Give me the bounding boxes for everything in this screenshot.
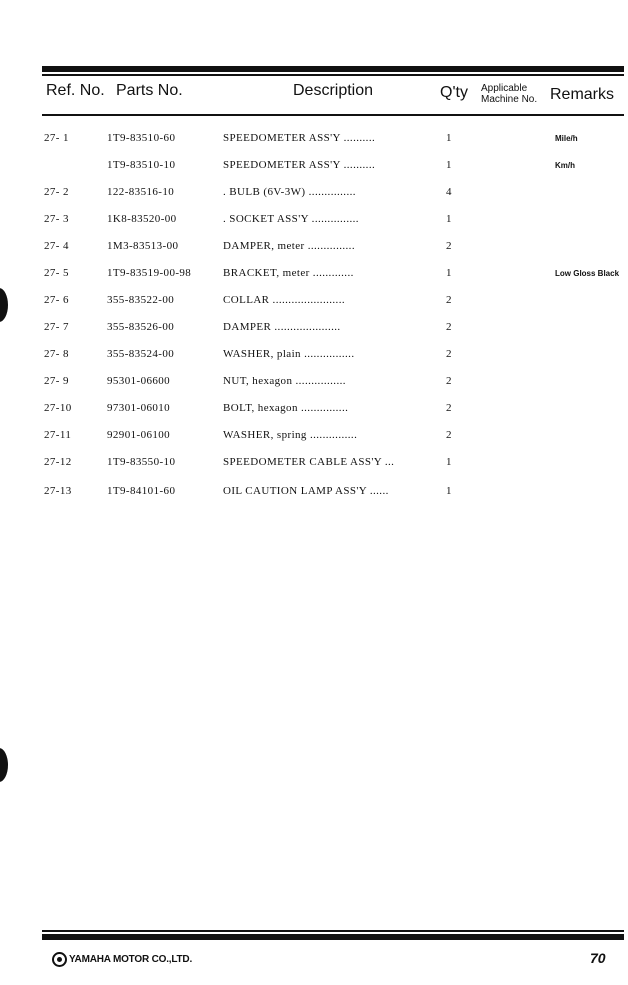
parts-no-cell: 355-83526-00 [107, 321, 175, 333]
parts-no-cell: 122-83516-10 [107, 186, 175, 198]
footer-logo [52, 952, 192, 967]
header-rule [42, 114, 624, 116]
qty-cell: 2 [446, 429, 452, 441]
qty-cell: 1 [446, 267, 452, 279]
description-cell: DAMPER ..................... [223, 321, 341, 333]
table-row [0, 159, 628, 179]
parts-no-cell: 97301-06010 [107, 402, 171, 414]
header-ref-no: Ref. No. [46, 82, 105, 99]
table-row [0, 294, 628, 314]
table-row [0, 348, 628, 368]
parts-no-cell: 1M3-83513-00 [107, 240, 179, 252]
page-number: 70 [590, 950, 606, 966]
table-row [0, 186, 628, 206]
ref-no-cell: 27- 4 [44, 240, 69, 252]
description-cell: DAMPER, meter ............... [223, 240, 355, 252]
header-qty: Q'ty [440, 84, 468, 101]
ref-no-cell: 27-12 [44, 456, 72, 468]
top-rule-thin [42, 74, 624, 76]
ref-no-cell: 27- 1 [44, 132, 69, 144]
header-applicable-line1: Applicable [481, 83, 528, 94]
table-row [0, 240, 628, 260]
ref-no-cell: 27- 2 [44, 186, 69, 198]
header-applicable [481, 83, 537, 105]
description-cell: SPEEDOMETER ASS'Y .......... [223, 132, 376, 144]
company-name: YAMAHA MOTOR CO.,LTD. [69, 954, 193, 965]
top-rule-thick [42, 66, 624, 72]
ref-no-cell: 27- 9 [44, 375, 69, 387]
binder-hole-mark [0, 748, 8, 782]
description-cell: BRACKET, meter ............. [223, 267, 354, 279]
qty-cell: 1 [446, 159, 452, 171]
header-parts-no: Parts No. [116, 82, 183, 99]
table-row [0, 213, 628, 233]
qty-cell: 1 [446, 456, 452, 468]
description-cell: . SOCKET ASS'Y ............... [223, 213, 359, 225]
table-row [0, 429, 628, 449]
parts-no-cell: 1T9-83510-60 [107, 132, 176, 144]
parts-no-cell: 355-83524-00 [107, 348, 175, 360]
description-cell: WASHER, plain ................ [223, 348, 355, 360]
description-cell: COLLAR ....................... [223, 294, 345, 306]
parts-no-cell: 1T9-84101-60 [107, 485, 176, 497]
ref-no-cell: 27-11 [44, 429, 72, 441]
ref-no-cell: 27- 6 [44, 294, 69, 306]
header-description: Description [293, 82, 374, 99]
description-cell: . BULB (6V-3W) ............... [223, 186, 356, 198]
qty-cell: 2 [446, 321, 452, 333]
header-remarks: Remarks [550, 86, 615, 103]
qty-cell: 2 [446, 294, 452, 306]
parts-no-cell: 1T9-83519-00-98 [107, 267, 192, 279]
description-cell: BOLT, hexagon ............... [223, 402, 349, 414]
qty-cell: 1 [446, 132, 452, 144]
table-row [0, 267, 628, 287]
qty-cell: 1 [446, 213, 452, 225]
ref-no-cell: 27-10 [44, 402, 72, 414]
qty-cell: 4 [446, 186, 452, 198]
description-cell: SPEEDOMETER ASS'Y .......... [223, 159, 376, 171]
bottom-rule-thin [42, 930, 624, 932]
table-row [0, 375, 628, 395]
remarks-cell: Mile/h [555, 134, 578, 143]
parts-no-cell: 95301-06600 [107, 375, 171, 387]
ref-no-cell: 27- 7 [44, 321, 69, 333]
description-cell: NUT, hexagon ................ [223, 375, 346, 387]
table-row [0, 485, 628, 505]
qty-cell: 2 [446, 348, 452, 360]
parts-no-cell: 92901-06100 [107, 429, 171, 441]
table-row [0, 456, 628, 476]
qty-cell: 2 [446, 240, 452, 252]
remarks-cell: Km/h [555, 161, 575, 170]
ref-no-cell: 27- 8 [44, 348, 69, 360]
description-cell: WASHER, spring ............... [223, 429, 358, 441]
table-row [0, 132, 628, 152]
table-row [0, 321, 628, 341]
ref-no-cell: 27-13 [44, 485, 72, 497]
qty-cell: 1 [446, 485, 452, 497]
parts-no-cell: 355-83522-00 [107, 294, 175, 306]
ref-no-cell: 27- 5 [44, 267, 69, 279]
description-cell: SPEEDOMETER CABLE ASS'Y ... [223, 456, 395, 468]
parts-no-cell: 1T9-83550-10 [107, 456, 176, 468]
header-applicable-line2: Machine No. [481, 94, 538, 105]
qty-cell: 2 [446, 402, 452, 414]
yamaha-emblem-icon [52, 952, 67, 967]
parts-no-cell: 1T9-83510-10 [107, 159, 176, 171]
remarks-cell: Low Gloss Black [555, 269, 620, 278]
ref-no-cell: 27- 3 [44, 213, 69, 225]
qty-cell: 2 [446, 375, 452, 387]
parts-no-cell: 1K8-83520-00 [107, 213, 177, 225]
description-cell: OIL CAUTION LAMP ASS'Y ...... [223, 485, 389, 497]
bottom-rule-thick [42, 934, 624, 940]
table-row [0, 402, 628, 422]
